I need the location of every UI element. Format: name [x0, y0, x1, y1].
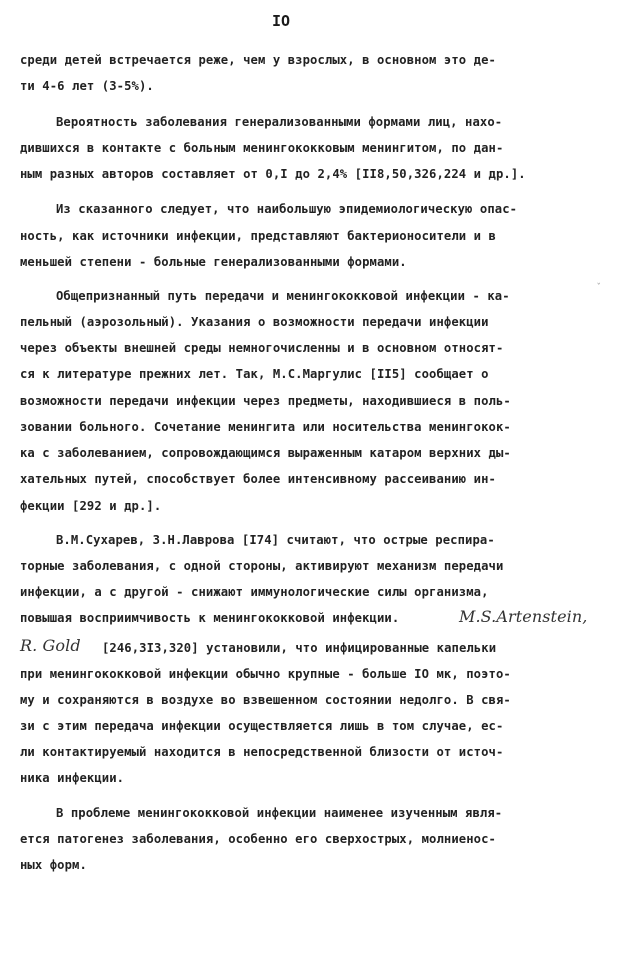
text-line: зовании больного. Сочетание менингита или носительства менингокок- — [20, 420, 511, 434]
text-line: при менингококковой инфекции обычно крупные - больше IO мк, поэто- — [20, 667, 511, 681]
text-line: Общепризнанный путь передачи и менингококковой инфекции - ка- — [56, 289, 510, 303]
margin-mark-icon: ˇ — [596, 283, 602, 293]
text-line: среди детей встречается реже, чем у взрослых, в основном это де- — [20, 53, 496, 67]
text-line: торные заболевания, с одной стороны, активируют механизм передачи — [20, 559, 504, 573]
text-line: ных форм. — [20, 858, 87, 872]
text-line: возможности передачи инфекции через предметы, находившиеся в поль- — [20, 394, 511, 408]
handwritten-author-1: M.S.Artenstein, — [459, 607, 588, 626]
text-line: дившихся в контакте с больным менингококковым менингитом, по дан- — [20, 141, 504, 155]
text-line: Из сказанного следует, что наибольшую эпидемиологическую опас- — [56, 202, 518, 216]
page-number: IO — [271, 12, 291, 30]
text-line: В.М.Сухарев, З.Н.Лаврова [I74] считают, что острые респира- — [56, 533, 495, 547]
text-line: ли контактируемый находится в непосредственной близости от источ- — [20, 745, 504, 759]
text-line: повышая восприимчивость к менингококковой инфекции. — [20, 611, 400, 625]
text-line: зи с этим передача инфекции осуществляется лишь в том случае, ес- — [20, 719, 504, 733]
text-line: ность, как источники инфекции, представляют бактерионосители и в — [20, 229, 496, 243]
text-line: ника инфекции. — [20, 771, 125, 785]
text-line: ка с заболеванием, сопровождающимся выраженным катаром верхних ды- — [20, 446, 511, 460]
text-line: Вероятность заболевания генерализованными формами лиц, нахо- — [56, 115, 503, 129]
text-line: В проблеме менингококковой инфекции наименее изученным явля- — [56, 806, 503, 820]
text-line: фекции [292 и др.]. — [20, 499, 162, 513]
text-line: хательных путей, способствует более интенсивному рассеиванию ин- — [20, 472, 496, 486]
text-line: пельный (аэрозольный). Указания о возможности передачи инфекции — [20, 315, 489, 329]
text-line: му и сохраняются в воздухе во взвешенном состоянии недолго. В свя- — [20, 693, 511, 707]
text-line: ется патогенез заболевания, особенно его сверхострых, молниенос- — [20, 832, 496, 846]
text-line: ти 4-6 лет (3-5%). — [20, 79, 154, 93]
handwritten-author-2: R. Gold — [20, 636, 81, 655]
text-line: меньшей степени - больные генерализованными формами. — [20, 255, 407, 269]
text-line: через объекты внешней среды немногочисленны и в основном относят- — [20, 341, 504, 355]
text-line: ся к литературе прежних лет. Так, М.С.Маргулис [II5] сообщает о — [20, 367, 489, 381]
text-line: [246,3I3,320] установили, что инфицированные капельки — [102, 641, 497, 655]
text-line: инфекции, а с другой - снижают иммунологические силы организма, — [20, 585, 489, 599]
text-line: ным разных авторов составляет от 0,I до 2,4% [II8,50,326,224 и др.]. — [20, 167, 526, 181]
